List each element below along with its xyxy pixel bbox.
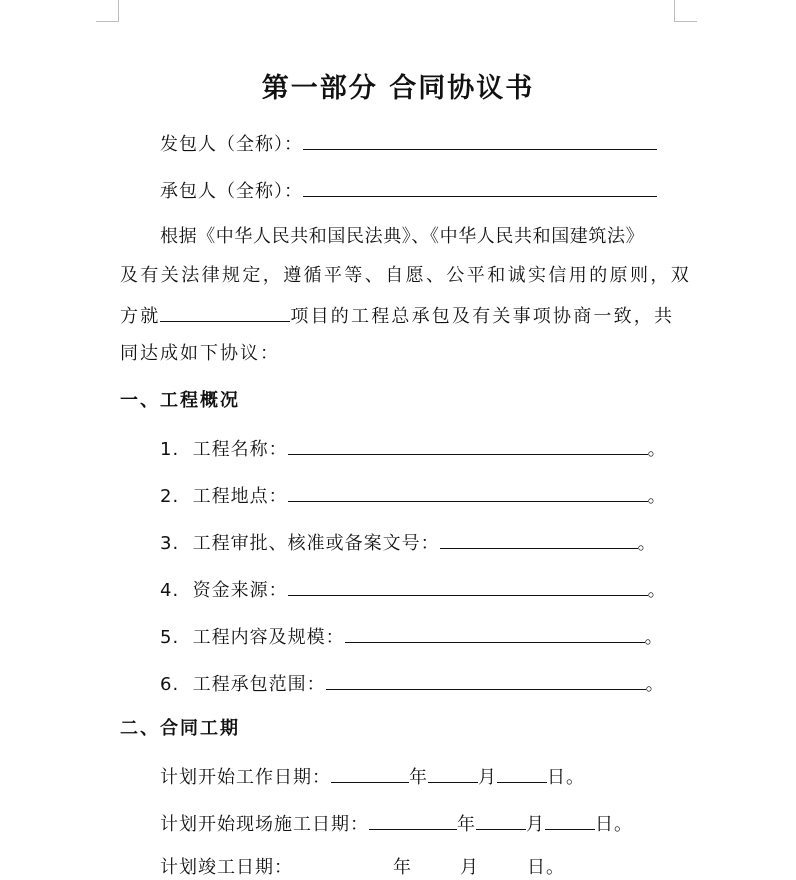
contractor-label: 承包人（全称）：: [160, 181, 303, 202]
item-label: 资金来源：: [192, 580, 288, 601]
intro-line-2: 及有关法律规定，遵循平等、自愿、公平和诚实信用的原则，双: [120, 265, 692, 286]
intro-line-3: [120, 303, 674, 329]
year-label: 年: [457, 814, 476, 835]
day-label: 日。: [527, 857, 565, 878]
approval-number-field[interactable]: [440, 530, 638, 549]
start-site-year-field[interactable]: [369, 811, 457, 830]
planned-start-work-label: 计划开始工作日期：: [160, 767, 331, 788]
year-label: 年: [393, 857, 412, 878]
planned-completion-line: [160, 856, 565, 880]
planned-start-site-line: [160, 811, 633, 837]
intro-line-1: 根据《中华人民共和国民法典》、《中华人民共和国建筑法》: [160, 226, 645, 247]
employer-line: [160, 131, 657, 157]
list-item-funding-source: [160, 577, 667, 603]
item-end: 。: [647, 580, 667, 601]
employer-label: 发包人（全称）：: [160, 134, 303, 155]
contractor-line: [160, 178, 657, 204]
day-label: 日。: [595, 814, 633, 835]
intro-line-4: 同达成如下协议：: [120, 343, 280, 364]
month-label: 月: [526, 814, 545, 835]
section-heading-contract-period: 二、合同工期: [120, 718, 240, 739]
list-item-project-content: [160, 624, 664, 650]
item-number: 5.: [160, 627, 180, 648]
intro-line-3-suffix: 项目的工程总承包及有关事项协商一致，共: [290, 306, 675, 327]
employer-blank[interactable]: [303, 131, 657, 150]
project-name-field[interactable]: [288, 436, 648, 455]
start-site-month-field[interactable]: [476, 811, 526, 830]
item-label: 工程内容及规模：: [192, 627, 345, 648]
item-number: 4.: [160, 580, 180, 601]
section-heading-project-overview: 一、工程概况: [120, 390, 240, 411]
planned-start-work-line: [160, 764, 585, 790]
start-work-year-field[interactable]: [331, 764, 409, 783]
item-number: 6.: [160, 674, 180, 695]
item-end: 。: [637, 533, 657, 554]
project-name-blank[interactable]: [160, 303, 290, 322]
day-label: 日。: [547, 767, 585, 788]
item-number: 2.: [160, 486, 180, 507]
list-item-approval-number: [160, 530, 657, 556]
planned-completion-label: 计划竣工日期：: [160, 857, 293, 878]
item-end: 。: [647, 439, 667, 460]
page-title: 第一部分 合同协议书: [261, 73, 535, 104]
item-label: 工程承包范围：: [192, 674, 326, 695]
month-label: 月: [460, 857, 479, 878]
intro-line-3-prefix: 方就: [120, 306, 161, 327]
item-number: 3.: [160, 533, 180, 554]
list-item-contract-scope: [160, 671, 665, 697]
start-work-month-field[interactable]: [428, 764, 478, 783]
contract-scope-field[interactable]: [326, 671, 646, 690]
start-site-day-field[interactable]: [545, 811, 595, 830]
item-label: 工程地点：: [192, 486, 288, 507]
list-item-project-name: [160, 436, 667, 462]
list-item-project-location: [160, 483, 667, 509]
project-location-field[interactable]: [288, 483, 648, 502]
item-end: 。: [645, 674, 665, 695]
start-work-day-field[interactable]: [497, 764, 547, 783]
planned-start-site-label: 计划开始现场施工日期：: [160, 814, 369, 835]
contractor-blank[interactable]: [303, 178, 657, 197]
project-content-field[interactable]: [345, 624, 645, 643]
item-label: 工程名称：: [192, 439, 288, 460]
item-number: 1.: [160, 439, 180, 460]
year-label: 年: [409, 767, 428, 788]
funding-source-field[interactable]: [288, 577, 648, 596]
month-label: 月: [478, 767, 497, 788]
item-end: 。: [647, 486, 667, 507]
item-end: 。: [644, 627, 664, 648]
item-label: 工程审批、核准或备案文号：: [192, 533, 440, 554]
